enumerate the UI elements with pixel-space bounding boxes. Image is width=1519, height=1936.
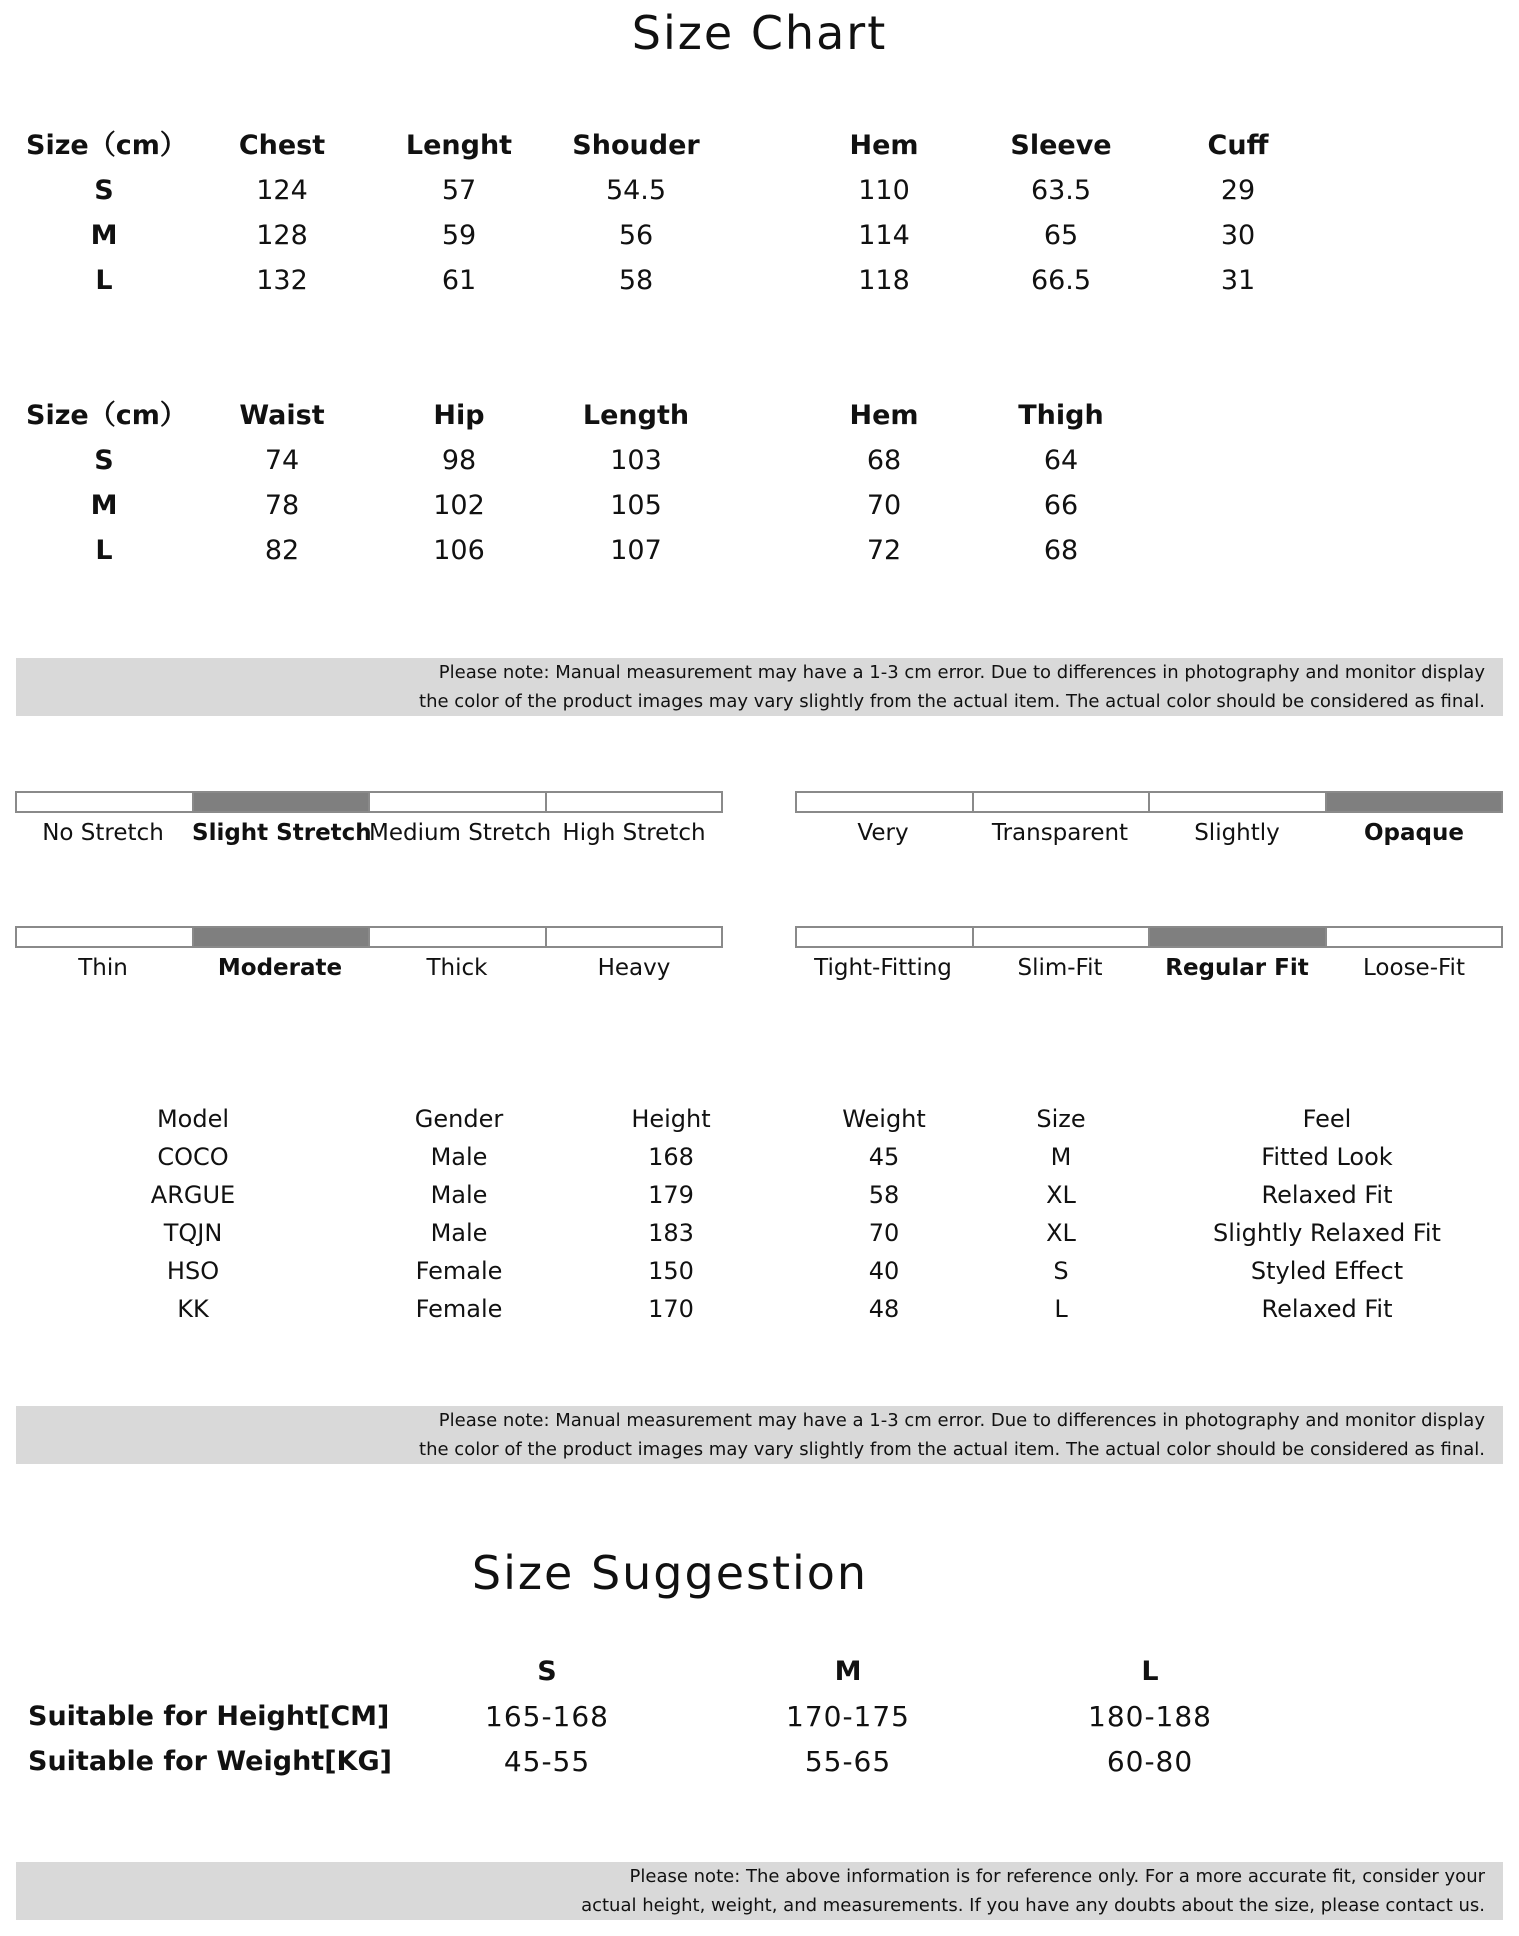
opacity-label: Transparent — [991, 820, 1129, 846]
fit-label: Tight-Fitting — [814, 955, 952, 981]
table-cell: 58 — [618, 265, 654, 296]
table-cell: 98 — [441, 445, 477, 476]
table-header-row — [0, 126, 1519, 166]
table-cell: L — [1054, 1295, 1068, 1323]
column-header: Hip — [433, 400, 485, 431]
page-title: Size Chart — [631, 6, 888, 60]
table-cell: Styled Effect — [1250, 1257, 1404, 1285]
table-cell: Fitted Look — [1261, 1143, 1393, 1171]
size-header: Size（cm） — [26, 400, 187, 431]
table-row — [0, 216, 1519, 256]
table-header-row — [0, 396, 1519, 436]
column-header: Weight — [842, 1105, 926, 1133]
opacity-label-selected: Opaque — [1364, 820, 1464, 846]
table-cell: 54.5 — [605, 175, 667, 206]
thickness-label: Heavy — [597, 955, 671, 981]
table-cell: 58 — [868, 1181, 900, 1209]
model-name: ARGUE — [150, 1181, 236, 1209]
model-name: KK — [177, 1295, 209, 1323]
table-cell: 61 — [441, 265, 477, 296]
fit-label: Loose-Fit — [1363, 955, 1465, 981]
weight-range: 45-55 — [503, 1745, 591, 1778]
scale-segment — [1327, 928, 1502, 946]
size-cell: M — [90, 490, 118, 521]
table-cell: Male — [430, 1219, 488, 1247]
column-header: Lenght — [405, 130, 513, 161]
column-header: Cuff — [1207, 130, 1269, 161]
fit-label-selected: Regular Fit — [1165, 955, 1309, 981]
scale-segment — [797, 928, 974, 946]
column-header: Height — [631, 1105, 711, 1133]
column-header: Model — [156, 1105, 230, 1133]
table-cell: 56 — [618, 220, 654, 251]
table-cell: 179 — [648, 1181, 694, 1209]
table-cell: 114 — [858, 220, 910, 251]
stretch-label: High Stretch — [562, 820, 706, 846]
model-name: HSO — [166, 1257, 220, 1285]
table-row — [0, 261, 1519, 301]
table-cell: 63.5 — [1030, 175, 1092, 206]
table-cell: 66 — [1043, 490, 1079, 521]
table-cell: 66.5 — [1030, 265, 1092, 296]
table-cell: 68 — [1043, 535, 1079, 566]
suggestion-size-header: M — [834, 1656, 862, 1687]
scale-segment — [547, 928, 722, 946]
table-cell: 150 — [648, 1257, 694, 1285]
table-cell: 106 — [433, 535, 485, 566]
table-cell: 105 — [610, 490, 662, 521]
column-header: Waist — [239, 400, 325, 431]
table-cell: 128 — [256, 220, 308, 251]
column-header: Length — [582, 400, 690, 431]
stretch-label: Medium Stretch — [369, 820, 552, 846]
size-header: Size（cm） — [26, 130, 187, 161]
column-header: Shouder — [572, 130, 700, 161]
column-header: Thigh — [1018, 400, 1104, 431]
table-cell: 82 — [264, 535, 300, 566]
weight-range: 60-80 — [1106, 1745, 1194, 1778]
model-name: TQJN — [163, 1219, 223, 1247]
table-cell: 59 — [441, 220, 477, 251]
column-header: Sleeve — [1010, 130, 1112, 161]
table-cell: 183 — [648, 1219, 694, 1247]
suggestion-size-header: S — [537, 1656, 557, 1687]
thickness-label: Thick — [426, 955, 488, 981]
table-cell: Female — [415, 1295, 503, 1323]
table-cell: 68 — [866, 445, 902, 476]
column-header: Feel — [1302, 1105, 1352, 1133]
scale-segment — [974, 793, 1151, 811]
table-cell: 110 — [858, 175, 910, 206]
column-header: Hem — [849, 130, 919, 161]
stretch-label: No Stretch — [42, 820, 164, 846]
note-line: actual height, weight, and measurements. If you have any doubts about the size, please contact us. — [581, 1895, 1485, 1916]
scale-segment — [17, 928, 194, 946]
table-cell: Relaxed Fit — [1261, 1181, 1393, 1209]
opacity-label: Slightly — [1194, 820, 1280, 846]
column-header: Chest — [238, 130, 326, 161]
table-cell: 168 — [648, 1143, 694, 1171]
table-cell: 102 — [433, 490, 485, 521]
scale-segment-selected — [194, 793, 371, 811]
table-cell: 124 — [256, 175, 308, 206]
table-cell: 31 — [1220, 265, 1256, 296]
table-cell: 40 — [868, 1257, 900, 1285]
table-cell: M — [1050, 1143, 1072, 1171]
scale-segment-selected — [1150, 928, 1327, 946]
table-cell: 170 — [648, 1295, 694, 1323]
table-row — [0, 441, 1519, 481]
scale-segment — [370, 793, 547, 811]
note-line: Please note: The above information is for reference only. For a more accurate fit, consider your — [629, 1866, 1485, 1887]
scale-segment — [17, 793, 194, 811]
table-cell: Slightly Relaxed Fit — [1213, 1219, 1441, 1247]
size-cell: S — [94, 175, 114, 206]
table-cell: XL — [1046, 1219, 1076, 1247]
note-line: Please note: Manual measurement may have a 1-3 cm error. Due to differences in photography and monitor display — [438, 1410, 1485, 1431]
table-cell: 103 — [610, 445, 662, 476]
table-cell: Male — [430, 1181, 488, 1209]
table-cell: Female — [415, 1257, 503, 1285]
size-cell: L — [95, 265, 113, 296]
height-range: 170-175 — [786, 1700, 910, 1733]
table-row — [0, 531, 1519, 571]
size-cell: S — [94, 445, 114, 476]
table-cell: 78 — [264, 490, 300, 521]
measurement-note — [16, 1406, 1503, 1464]
thickness-label: Thin — [78, 955, 128, 981]
measurement-note — [16, 658, 1503, 716]
scale-segment-selected — [1327, 793, 1502, 811]
table-cell: 65 — [1043, 220, 1079, 251]
note-line: the color of the product images may vary slightly from the actual item. The actual color should be considered as final. — [419, 1439, 1485, 1460]
model-name: COCO — [157, 1143, 229, 1171]
table-cell: 70 — [866, 490, 902, 521]
table-cell: 107 — [610, 535, 662, 566]
table-cell: S — [1053, 1257, 1069, 1285]
note-line: Please note: Manual measurement may have a 1-3 cm error. Due to differences in photography and monitor display — [438, 662, 1485, 683]
fit-label: Slim-Fit — [1017, 955, 1103, 981]
column-header: Hem — [849, 400, 919, 431]
table-cell: 45 — [868, 1143, 900, 1171]
table-cell: 74 — [264, 445, 300, 476]
suggestion-size-header: L — [1141, 1656, 1159, 1687]
stretch-scale — [15, 791, 723, 813]
height-label: Suitable for Height[CM] — [28, 1701, 390, 1732]
table-cell: 70 — [868, 1219, 900, 1247]
thickness-label-selected: Moderate — [217, 955, 343, 981]
scale-segment — [547, 793, 722, 811]
table-cell: 72 — [866, 535, 902, 566]
scale-segment-selected — [194, 928, 371, 946]
table-row — [0, 171, 1519, 211]
scale-segment — [974, 928, 1151, 946]
opacity-label: Very — [857, 820, 909, 846]
suggestion-title: Size Suggestion — [471, 1546, 869, 1600]
table-cell: 118 — [858, 265, 910, 296]
height-range: 180-188 — [1088, 1700, 1212, 1733]
table-cell: 29 — [1220, 175, 1256, 206]
weight-range: 55-65 — [804, 1745, 892, 1778]
fit-scale — [795, 926, 1503, 948]
thickness-scale — [15, 926, 723, 948]
table-row — [0, 486, 1519, 526]
opacity-scale — [795, 791, 1503, 813]
column-header: Size — [1036, 1105, 1086, 1133]
scale-segment — [370, 928, 547, 946]
table-cell: 57 — [441, 175, 477, 206]
table-cell: Relaxed Fit — [1261, 1295, 1393, 1323]
table-cell: 132 — [256, 265, 308, 296]
size-cell: L — [95, 535, 113, 566]
table-cell: 30 — [1220, 220, 1256, 251]
size-cell: M — [90, 220, 118, 251]
column-header: Gender — [414, 1105, 504, 1133]
table-cell: Male — [430, 1143, 488, 1171]
reference-note — [16, 1862, 1503, 1920]
height-range: 165-168 — [485, 1700, 609, 1733]
weight-label: Suitable for Weight[KG] — [28, 1746, 392, 1777]
table-cell: 64 — [1043, 445, 1079, 476]
stretch-label-selected: Slight Stretch — [192, 820, 372, 846]
note-line: the color of the product images may vary slightly from the actual item. The actual color should be considered as final. — [419, 691, 1485, 712]
table-cell: XL — [1046, 1181, 1076, 1209]
table-cell: 48 — [868, 1295, 900, 1323]
scale-segment — [1150, 793, 1327, 811]
scale-segment — [797, 793, 974, 811]
